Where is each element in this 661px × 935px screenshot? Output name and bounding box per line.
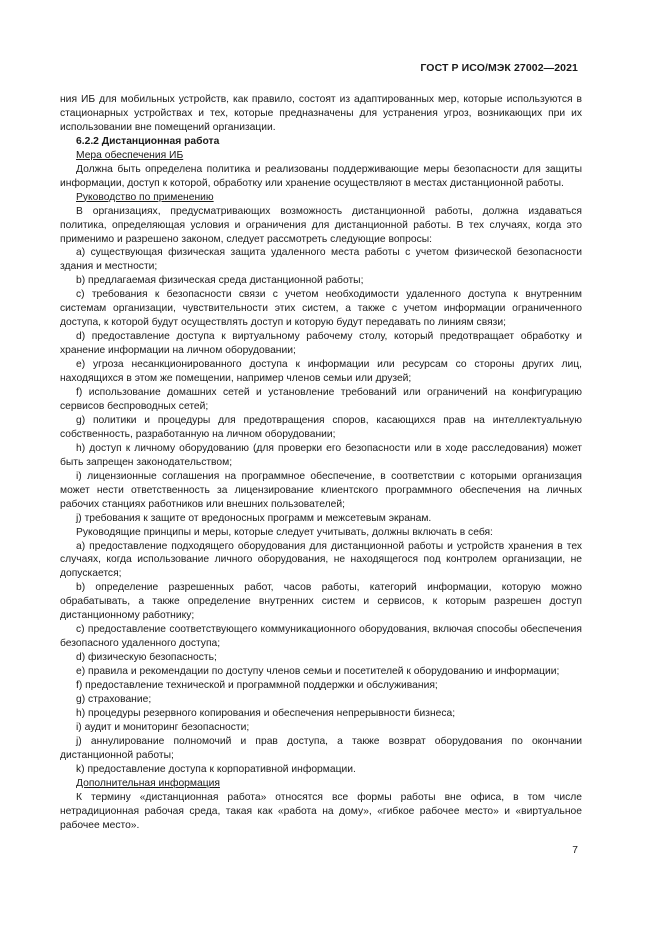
paragraph: f) предоставление технической и программной поддержки и обслуживания;	[76, 680, 438, 692]
paragraph: b) определение разрешенных работ, часов работы, категорий информации, которую можно обрабатывать, а также определение внутренних систем и сервисов, к которым разрешен доступ дистанционному работнику;	[60, 582, 582, 622]
paragraph: d) предоставление доступа к виртуальному рабочему столу, который предотвращает обработку и хранение информации на личном оборудовании;	[60, 331, 582, 357]
paragraph: g) страхование;	[76, 693, 152, 705]
paragraph: В организациях, предусматривающих возможность дистанционной работы, должна издаваться политика, определяющая условия и ограничения для дистанционной работы. В тех случаях, когда это применимо и разрешено законом, следует рассмотреть следующие вопросы:	[60, 205, 582, 245]
paragraph: b) предлагаемая физическая среда дистанционной работы;	[76, 275, 364, 287]
document-header: ГОСТ Р ИСО/МЭК 27002—2021	[420, 62, 578, 74]
paragraph: c) требования к безопасности связи с учетом необходимости удаленного доступа к внутренним системам организации, чувствительности этих систем, а также с учетом информации ограниченного доступа, к которой будут осуществлять доступ и которую будут передавать по линиям связи;	[60, 289, 582, 329]
paragraph: f) использование домашних сетей и установление требований или ограничений на конфигурацию сервисов беспроводных сетей;	[60, 387, 582, 412]
paragraph: c) предоставление соответствующего коммуникационного оборудования, включая способы обеспечения безопасного удаленного доступа;	[60, 624, 582, 650]
paragraph: К термину «дистанционная работа» относятся все формы работы вне офиса, в том числе нетрадиционная рабочая среда, такая как «работа на дому», «гибкое рабочее место» и «виртуальное рабочее место».	[60, 791, 582, 831]
document-body	[60, 93, 582, 833]
paragraph: e) правила и рекомендации по доступу членов семьи и посетителей к оборудованию и информации;	[76, 666, 560, 678]
subsection-label: Руководство по применению	[76, 191, 214, 203]
paragraph: a) существующая физическая защита удаленного места работы с учетом физической безопасности здания и местности;	[60, 247, 582, 273]
paragraph: j) требования к защите от вредоносных программ и межсетевым экранам.	[76, 512, 432, 524]
paragraph: h) процедуры резервного копирования и обеспечения непрерывности бизнеса;	[76, 707, 456, 719]
page-number: 7	[572, 845, 578, 856]
paragraph: j) аннулирование полномочий и прав доступа, а также возврат оборудования по окончании дистанционной работы;	[60, 735, 582, 761]
paragraph: Руководящие принципы и меры, которые следует учитывать, должны включать в себя:	[76, 526, 493, 538]
paragraph: i) лицензионные соглашения на программное обеспечение, в соответствии с которыми организация может нести ответственность за лицензирование клиентского программного обеспечения на личных рабочих станциях работников или внешних пользователей;	[60, 470, 582, 510]
paragraph: g) политики и процедуры для предотвращения споров, касающихся прав на интеллектуальную собственность, разработанную на личном оборудовании;	[60, 414, 582, 440]
section-heading: 6.2.2 Дистанционная работа	[76, 135, 220, 147]
paragraph: k) предоставление доступа к корпоративной информации.	[76, 763, 356, 775]
subsection-label: Дополнительная информация	[76, 777, 220, 789]
paragraph: d) физическую безопасность;	[76, 652, 217, 664]
paragraph: i) аудит и мониторинг безопасности;	[76, 721, 250, 733]
paragraph: a) предоставление подходящего оборудования для дистанционной работы и устройств хранения в тех случаях, когда использование личного оборудования, не находящегося под контролем организации, не допускается;	[60, 540, 582, 580]
paragraph: h) доступ к личному оборудованию (для проверки его безопасности или в ходе расследования) может быть запрещен законодательством;	[60, 442, 582, 468]
subsection-label: Мера обеспечения ИБ	[76, 149, 184, 161]
paragraph: Должна быть определена политика и реализованы поддерживающие меры безопасности для защиты информации, доступ к которой, обработку или хранение осуществляют в местах дистанционной работы.	[60, 163, 582, 189]
paragraph: ния ИБ для мобильных устройств, как правило, состоят из адаптированных мер, которые используются в стационарных устройствах и тех, которые предназначены для устранения угроз, возникающих при их использовании вне помещений организации.	[60, 94, 582, 133]
paragraph: e) угроза несанкционированного доступа к информации или ресурсам со стороны других лиц, находящихся в этом же помещении, например членов семьи или друзей;	[60, 359, 582, 385]
